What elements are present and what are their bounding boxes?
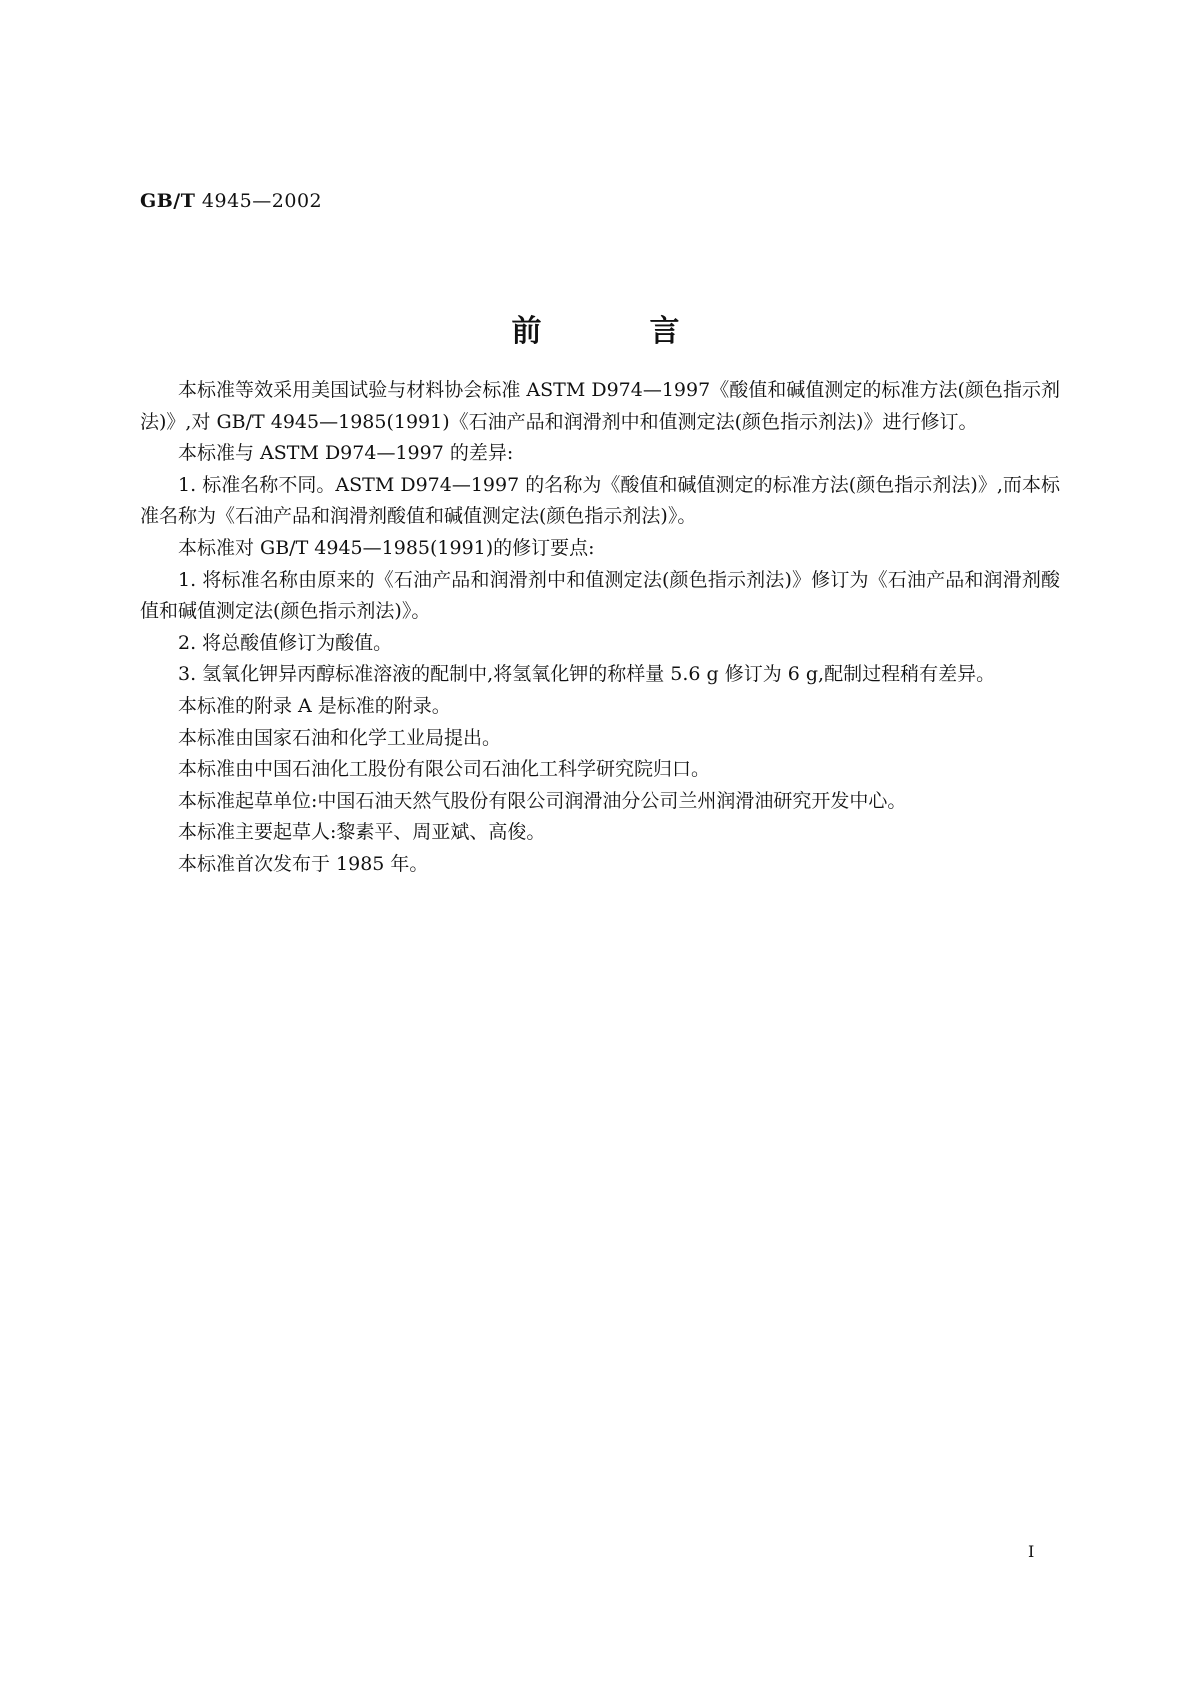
- paragraph-revision-1: 1. 将标准名称由原来的《石油产品和润滑剂中和值测定法(颜色指示剂法)》修订为《石油产品和润滑剂酸值和碱值测定法(颜色指示剂法)》。: [140, 568, 1060, 623]
- paragraph-adoption: 本标准等效采用美国试验与材料协会标准 ASTM D974—1997《酸值和碱值测定的标准方法(颜色指示剂法)》,对 GB/T 4945—1985(1991)《石油产品和润滑剂中和值测定法(颜色指示剂法)》进行修订。: [140, 379, 1060, 433]
- paragraph-first-published: 本标准首次发布于 1985 年。: [178, 852, 429, 875]
- paragraph-difference-1: 1. 标准名称不同。ASTM D974—1997 的名称为《酸值和碱值测定的标准方法(颜色指示剂法)》,而本标准名称为《石油产品和润滑剂酸值和碱值测定法(颜色指示剂法)》。: [140, 473, 1060, 528]
- paragraph-revisions-heading: 本标准对 GB/T 4945—1985(1991)的修订要点:: [178, 536, 595, 559]
- page-title-char-1: 前: [511, 314, 542, 349]
- paragraph-proposed-by: 本标准由国家石油和化学工业局提出。: [178, 726, 502, 749]
- paragraph-drafters: 本标准主要起草人:黎素平、周亚斌、高俊。: [178, 821, 546, 844]
- page-number: I: [1028, 1542, 1035, 1561]
- paragraph-revision-3: 3. 氢氧化钾异丙醇标准溶液的配制中,将氢氧化钾的称样量 5.6 g 修订为 6 g,配制过程稍有差异。: [178, 663, 996, 686]
- standard-code-prefix: GB/T: [140, 190, 196, 212]
- paragraph-differences-heading: 本标准与 ASTM D974—1997 的差异:: [178, 442, 514, 465]
- standard-code-number: 4945—2002: [195, 190, 323, 212]
- paragraph-administered-by: 本标准由中国石油化工股份有限公司石油化工科学研究院归口。: [178, 758, 711, 781]
- foreword-body: [140, 375, 1060, 881]
- page-title-char-2: 言: [649, 314, 680, 349]
- page-title: [0, 306, 1191, 350]
- paragraph-appendix: 本标准的附录 A 是标准的附录。: [178, 694, 451, 717]
- paragraph-drafting-unit: 本标准起草单位:中国石油天然气股份有限公司润滑油分公司兰州润滑油研究开发中心。: [178, 789, 907, 812]
- standard-code: [140, 190, 322, 212]
- paragraph-revision-2: 2. 将总酸值修订为酸值。: [178, 631, 393, 654]
